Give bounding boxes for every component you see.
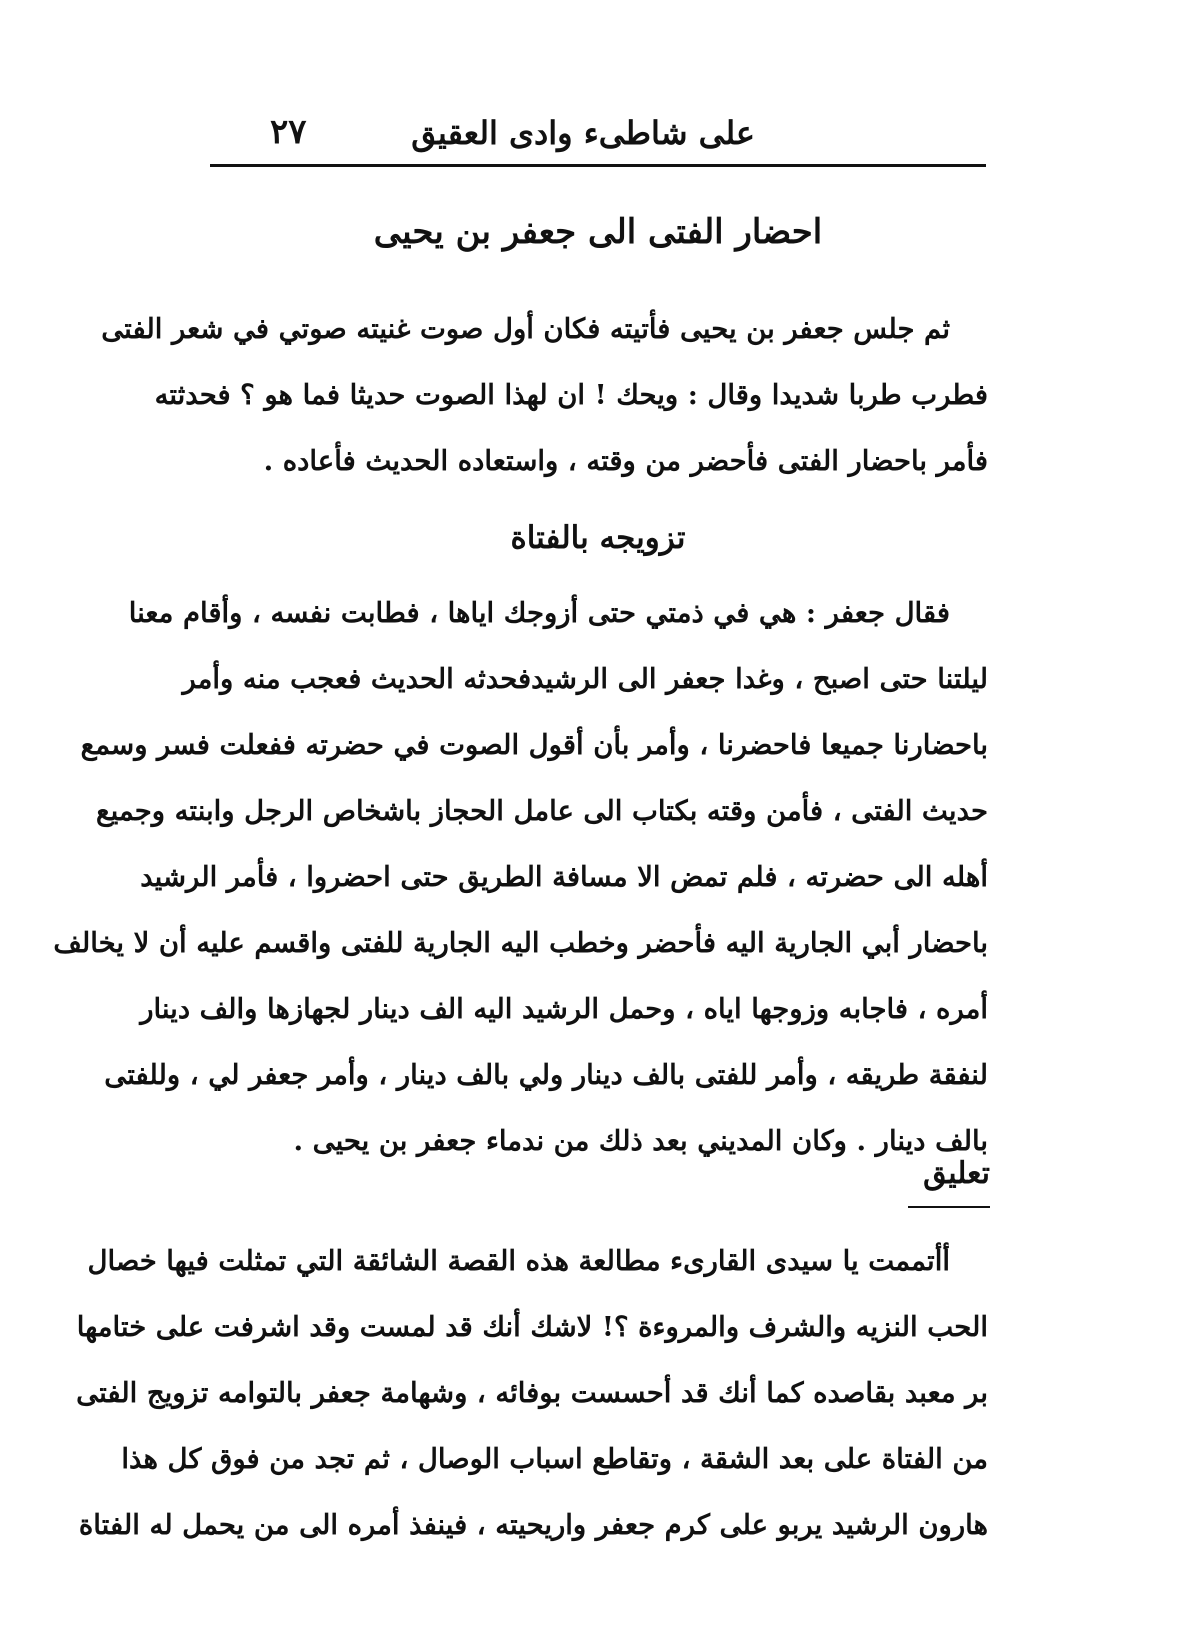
comment-rule xyxy=(908,1206,990,1208)
text-line: فطرب طربا شديدا وقال : ويحك ! ان لهذا الصوت حديثا فما هو ؟ فحدثته xyxy=(154,379,988,411)
text-line: ليلتنا حتى اصبح ، وغدا جعفر الى الرشيدفحدثه الحديث فعجب منه وأمر xyxy=(182,663,988,695)
text-line: بالف دينار . وكان المديني بعد ذلك من ندماء جعفر بن يحيى . xyxy=(293,1125,988,1157)
text-line: فقال جعفر : هي في ذمتي حتى أزوجك اياها ، فطابت نفسه ، وأقام معنا xyxy=(128,597,950,629)
text-line: أهله الى حضرته ، فلم تمض الا مسافة الطريق حتى احضروا ، فأمر الرشيد xyxy=(140,861,988,893)
text-line: الحب النزيه والشرف والمروءة ؟! لاشك أنك قد لمست وقد اشرفت على ختامها xyxy=(76,1311,988,1343)
text-line: حديث الفتى ، فأمن وقته بكتاب الى عامل الحجاز باشخاص الرجل وابنته وجميع xyxy=(95,795,988,827)
text-line: من الفتاة على بعد الشقة ، وتقاطع اسباب الوصال ، ثم تجد من فوق كل هذا xyxy=(121,1443,988,1475)
page-number: ٢٧ xyxy=(270,112,307,152)
running-title: على شاطىء وادى العقيق xyxy=(411,114,755,152)
text-line: أمره ، فاجابه وزوجها اياه ، وحمل الرشيد اليه الف دينار لجهازها والف دينار xyxy=(140,993,988,1025)
text-line: بر معبد بقاصده كما أنك قد أحسست بوفائه ، وشهامة جعفر بالتوامه تزويج الفتى xyxy=(76,1377,988,1409)
text-line: لنفقة طريقه ، وأمر للفتى بالف دينار ولي بالف دينار ، وأمر جعفر لي ، وللفتى xyxy=(104,1059,988,1091)
text-line: باحضار أبي الجارية اليه فأحضر وخطب اليه الجارية للفتى واقسم عليه أن لا يخالف xyxy=(53,927,988,959)
text-line: باحضارنا جميعا فاحضرنا ، وأمر بأن أقول الصوت في حضرته ففعلت فسر وسمع xyxy=(80,729,988,761)
text-line: أأتممت يا سيدى القارىء مطالعة هذه القصة الشائقة التي تمثلت فيها خصال xyxy=(87,1245,950,1277)
paragraph-marriage xyxy=(53,580,988,1174)
paragraph-summons xyxy=(101,296,988,494)
comment-label: تعليق xyxy=(923,1156,990,1191)
header-rule xyxy=(210,164,986,167)
text-line: هارون الرشيد يربو على كرم جعفر واريحيته ، فينفذ أمره الى من يحمل له الفتاة xyxy=(78,1509,988,1541)
text-line: فأمر باحضار الفتى فأحضر من وقته ، واستعاده الحديث فأعاده . xyxy=(263,445,988,477)
running-head xyxy=(210,108,985,168)
paragraph-comment xyxy=(76,1228,988,1558)
section-heading-marriage: تزويجه بالفتاة xyxy=(510,520,686,556)
text-line: ثم جلس جعفر بن يحيى فأتيته فكان أول صوت غنيته صوتي في شعر الفتى xyxy=(101,313,950,345)
section-heading-summons: احضار الفتى الى جعفر بن يحيى xyxy=(373,212,823,252)
